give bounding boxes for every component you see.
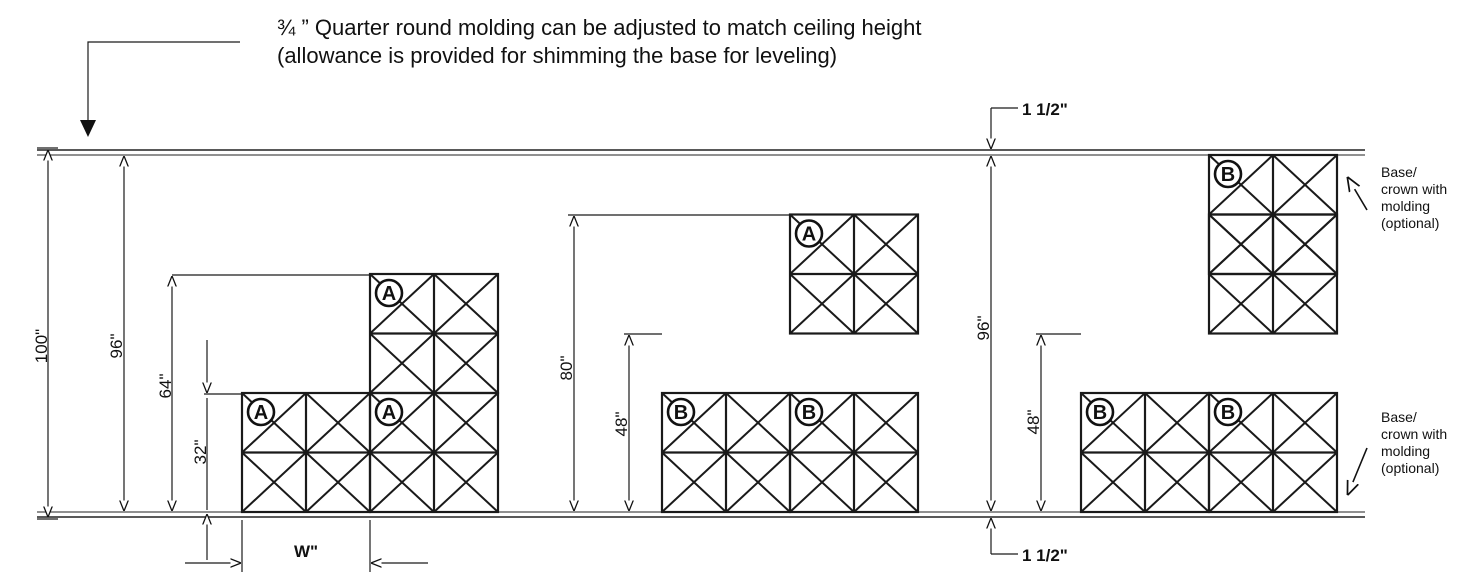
dim-label-top-gap: 1 1/2" bbox=[1022, 100, 1068, 119]
cube-label: A bbox=[253, 402, 269, 424]
base-note-line: Base/ bbox=[1381, 409, 1417, 425]
base-note-line: crown with bbox=[1381, 426, 1448, 442]
molding-note-line-2: (allowance is provided for shimming the base for leveling) bbox=[277, 43, 838, 68]
dim-label-width: W" bbox=[293, 542, 319, 561]
dim-label-total: 100" bbox=[32, 328, 51, 364]
base-arrow-icon bbox=[1348, 448, 1367, 494]
cube-label: B bbox=[1220, 164, 1236, 186]
base-note-line: molding bbox=[1381, 443, 1431, 459]
crown-note-line: Base/ bbox=[1381, 164, 1417, 180]
cube-label: B bbox=[673, 402, 689, 424]
cube-label: A bbox=[801, 223, 817, 246]
dim-label-mid-tall: 80" bbox=[557, 355, 576, 381]
dim-label-left-short: 32" bbox=[191, 439, 210, 465]
molding-leader bbox=[88, 42, 240, 134]
dim-label-mid-short: 48" bbox=[612, 411, 631, 437]
dim-label-ceiling: 96" bbox=[107, 333, 126, 359]
dim-label-left-tall: 64" bbox=[156, 373, 175, 399]
dim-label-bottom-gap: 1 1/2" bbox=[1022, 546, 1068, 565]
crown-note-line: (optional) bbox=[1381, 215, 1440, 231]
crown-note-line: crown with bbox=[1381, 181, 1448, 197]
dim-label-right-tall: 96" bbox=[974, 315, 993, 341]
dim-label-right-short: 48" bbox=[1024, 409, 1043, 435]
cube-label: B bbox=[1092, 402, 1108, 424]
molding-note-line-1: ¾ ” Quarter round molding can be adjusted to match ceiling height bbox=[277, 15, 922, 40]
base-note-line: (optional) bbox=[1381, 460, 1440, 476]
cube-label: A bbox=[381, 283, 397, 305]
cube-label: B bbox=[801, 402, 817, 424]
cube-racks bbox=[242, 155, 1337, 512]
cube-label: A bbox=[381, 402, 397, 424]
crown-arrow-icon bbox=[1348, 178, 1367, 210]
crown-note-line: molding bbox=[1381, 198, 1431, 214]
cube-label: B bbox=[1220, 402, 1236, 424]
leader-arrow-icon bbox=[80, 120, 96, 137]
